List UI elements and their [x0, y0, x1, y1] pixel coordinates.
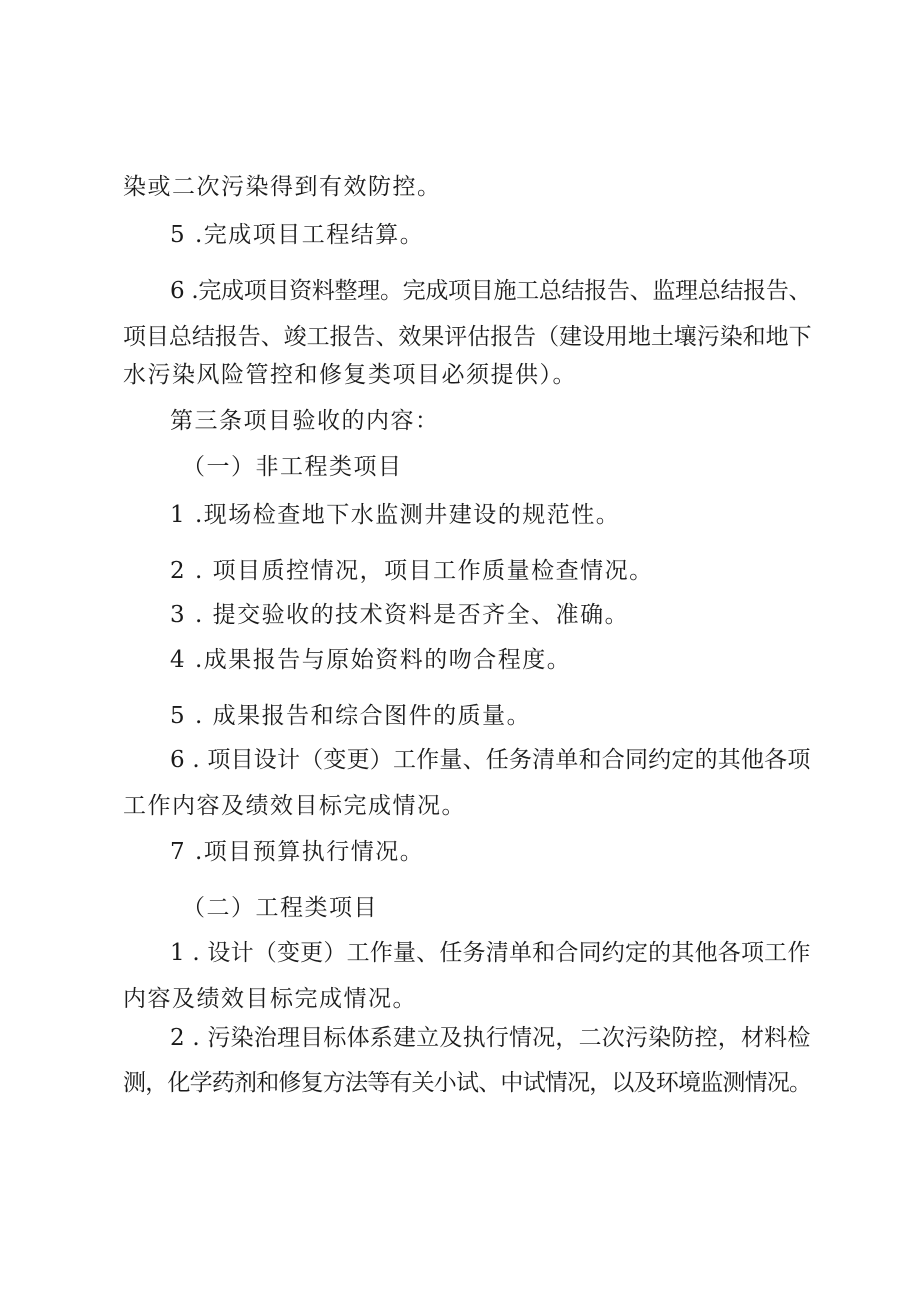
paragraph-line: 染或二次污染得到有效防控。	[123, 174, 442, 200]
list-item: 1 .现场检查地下水监测井建设的规范性。	[170, 502, 621, 528]
list-item: 5 . 成果报告和综合图件的质量。	[170, 703, 532, 729]
list-item: 7 .项目预算执行情况。	[170, 839, 425, 865]
list-item: 1 . 设计（变更）工作量、任务清单和合同约定的其他各项工作	[170, 940, 811, 966]
section-heading-engineering: （二）工程类项目	[182, 895, 378, 921]
list-item: 2 . 污染治理目标体系建立及执行情况，二次污染防控，材料检	[170, 1025, 811, 1051]
section-heading-non-engineering: （一）非工程类项目	[182, 454, 403, 480]
paragraph-line: 工作内容及绩效目标完成情况。	[123, 793, 466, 819]
list-item: 6 . 项目设计（变更）工作量、任务清单和合同约定的其他各项	[170, 747, 811, 773]
list-item: 2 . 项目质控情况，项目工作质量检查情况。	[170, 558, 654, 584]
paragraph-line: 内容及绩效目标完成情况。	[123, 986, 417, 1012]
article-heading: 第三条项目验收的内容：	[170, 408, 440, 434]
paragraph-line: 水污染风险管控和修复类项目必须提供）。	[123, 362, 577, 388]
paragraph-line: 项目总结报告、竣工报告、效果评估报告（建设用地土壤污染和地下	[123, 324, 812, 350]
paragraph-line: 测，化学药剂和修复方法等有关小试、中试情况，以及环境监测情况。	[123, 1070, 812, 1096]
list-item: 3 . 提交验收的技术资料是否齐全、准确。	[170, 602, 630, 628]
list-item-6-data-organization: 6 .完成项目资料整理。完成项目施工总结报告、监理总结报告、	[170, 278, 812, 304]
list-item-5-completion-settlement: 5 .完成项目工程结算。	[170, 222, 425, 248]
list-item: 4 .成果报告与原始资料的吻合程度。	[170, 647, 572, 673]
